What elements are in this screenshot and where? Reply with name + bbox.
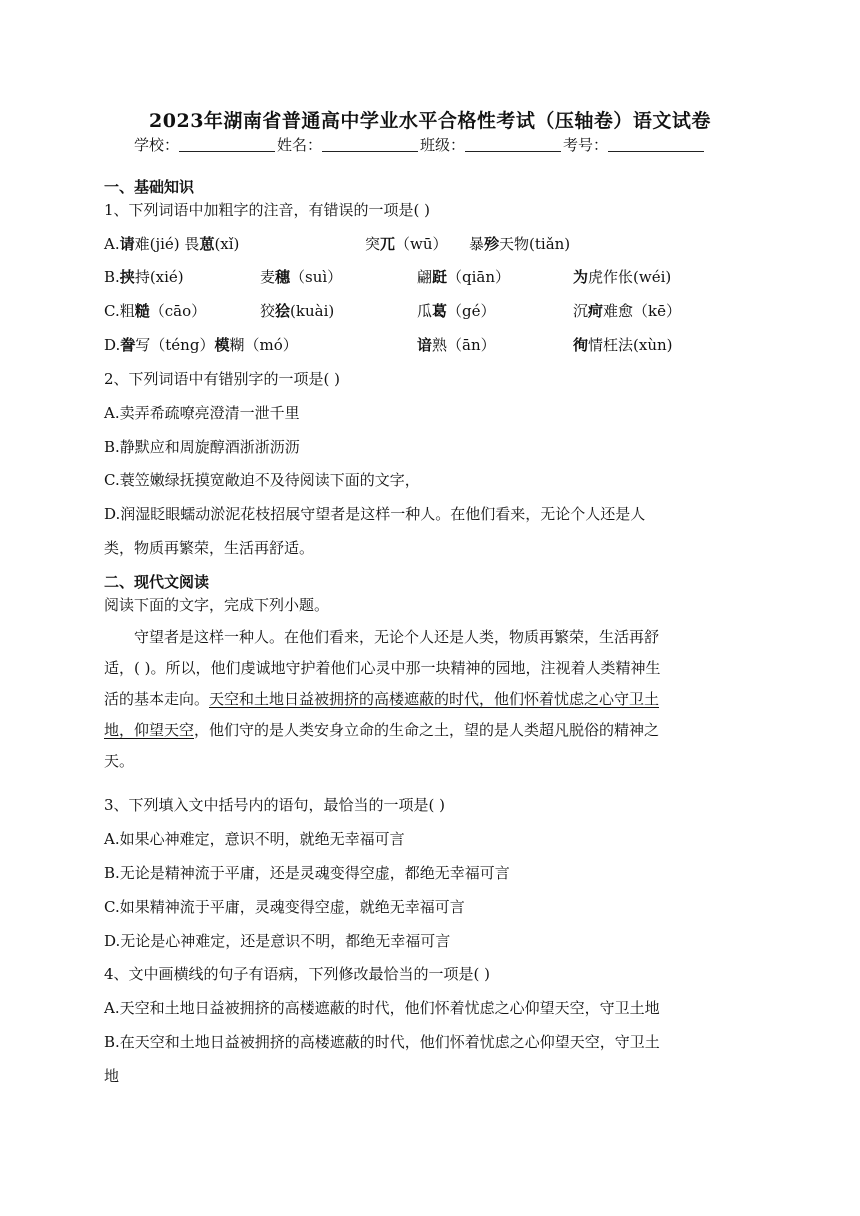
q1-option-d-item-4: 徇情枉法(xùn) xyxy=(573,336,673,354)
passage-line-2: 适，( )。所以，他们虔诚地守护着他们心灵中那一块精神的园地，注视着人类精神生 xyxy=(104,659,661,677)
q1-option-b-item-2: 麦穗（suì） xyxy=(260,268,343,286)
student-info-line xyxy=(134,134,706,155)
school-label: 学校： xyxy=(134,136,180,154)
question-2-stem: 2、下列词语中有错别字的一项是( ) xyxy=(104,370,341,388)
section-heading-basics: 一、基础知识 xyxy=(104,178,195,196)
passage-line-3: 活的基本走向。天空和土地日益被拥挤的高楼遮蔽的时代，他们怀着忧虑之心守卫土 xyxy=(104,690,660,708)
question-3-stem: 3、下列填入文中括号内的语句，最恰当的一项是( ) xyxy=(104,796,446,814)
q1-option-c-item-1: C.粗糙（cāo） xyxy=(104,302,207,320)
q3-option-d: D.无论是心神难定，还是意识不明，都绝无幸福可言 xyxy=(104,932,451,950)
q3-option-a: A.如果心神难定，意识不明，就绝无幸福可言 xyxy=(104,830,405,848)
q1-option-a-item-4: 暴殄天物(tiǎn) xyxy=(469,235,571,253)
question-1-stem: 1、下列词语中加粗字的注音，有错误的一项是( ) xyxy=(104,201,431,219)
q2-option-b: B.静默应和周旋醇酒浙浙沥沥 xyxy=(104,438,300,456)
section-heading-reading: 二、现代文阅读 xyxy=(104,573,210,591)
reading-intro: 阅读下面的文字，完成下列小题。 xyxy=(104,596,330,614)
q4-option-b-line-2: 地 xyxy=(104,1067,120,1085)
q1-option-a-item-1: A.请难(jié) 畏葸(xǐ) xyxy=(104,235,240,253)
class-blank[interactable] xyxy=(465,137,561,152)
question-4-stem: 4、文中画横线的句子有语病，下列修改最恰当的一项是( ) xyxy=(104,965,491,983)
exam-number-blank[interactable] xyxy=(608,137,704,152)
name-blank[interactable] xyxy=(322,137,418,152)
q1-option-b-item-3: 翩跹（qiān） xyxy=(417,268,511,286)
underlined-sentence-part-1: 天空和土地日益被拥挤的高楼遮蔽的时代，他们怀着忧虑之心守卫土 xyxy=(209,690,660,708)
q1-option-c-item-3: 瓜葛（gé） xyxy=(417,302,496,320)
q2-option-c: C.蓑笠嫩绿抚摸宽敞迫不及待阅读下面的文字， xyxy=(104,471,420,489)
q1-option-d-item-3: 谙熟（ān） xyxy=(417,336,496,354)
page-title: 2023年湖南省普通高中学业水平合格性考试（压轴卷）语文试卷 xyxy=(149,110,711,132)
q1-option-c-item-2: 狡狯(kuài) xyxy=(260,302,335,320)
q4-option-a: A.天空和土地日益被拥挤的高楼遮蔽的时代，他们怀着忧虑之心仰望天空，守卫土地 xyxy=(104,999,660,1017)
q2-option-a: A.卖弄希疏嘹亮澄清一泄千里 xyxy=(104,404,300,422)
q3-option-b: B.无论是精神流于平庸，还是灵魂变得空虚，都绝无幸福可言 xyxy=(104,864,510,882)
underlined-sentence-part-2: 地，仰望天空 xyxy=(104,721,195,739)
q4-option-b-line-1: B.在天空和土地日益被拥挤的高楼遮蔽的时代，他们怀着忧虑之心仰望天空，守卫土 xyxy=(104,1033,660,1051)
reading-passage xyxy=(104,622,746,777)
q2-option-d-line-1: D.润湿眨眼蠕动淤泥花枝招展守望者是这样一种人。在他们看来，无论个人还是人 xyxy=(104,505,646,523)
q1-option-b-item-4: 为虎作伥(wéi) xyxy=(573,268,672,286)
q3-option-c: C.如果精神流于平庸，灵魂变得空虚，就绝无幸福可言 xyxy=(104,898,465,916)
name-label: 姓名： xyxy=(277,136,323,154)
q1-option-c-item-4: 沉疴难愈（kē） xyxy=(573,302,681,320)
q1-option-a-item-3: 突兀（wū） xyxy=(365,235,448,253)
q1-option-d-item-1: D.誊写（téng）模糊（mó） xyxy=(104,336,298,354)
passage-line-4: 地，仰望天空，他们守的是人类安身立命的生命之土，望的是人类超凡脱俗的精神之 xyxy=(104,721,660,739)
school-blank[interactable] xyxy=(179,137,275,152)
class-label: 班级： xyxy=(420,136,466,154)
q1-option-b-item-1: B.挟持(xié) xyxy=(104,268,184,286)
passage-line-5: 天。 xyxy=(104,752,135,770)
exam-number-label: 考号： xyxy=(563,136,609,154)
q2-option-d-line-2: 类，物质再繁荣，生活再舒适。 xyxy=(104,539,315,557)
passage-line-1: 守望者是这样一种人。在他们看来，无论个人还是人类，物质再繁荣，生活再舒 xyxy=(134,628,660,646)
